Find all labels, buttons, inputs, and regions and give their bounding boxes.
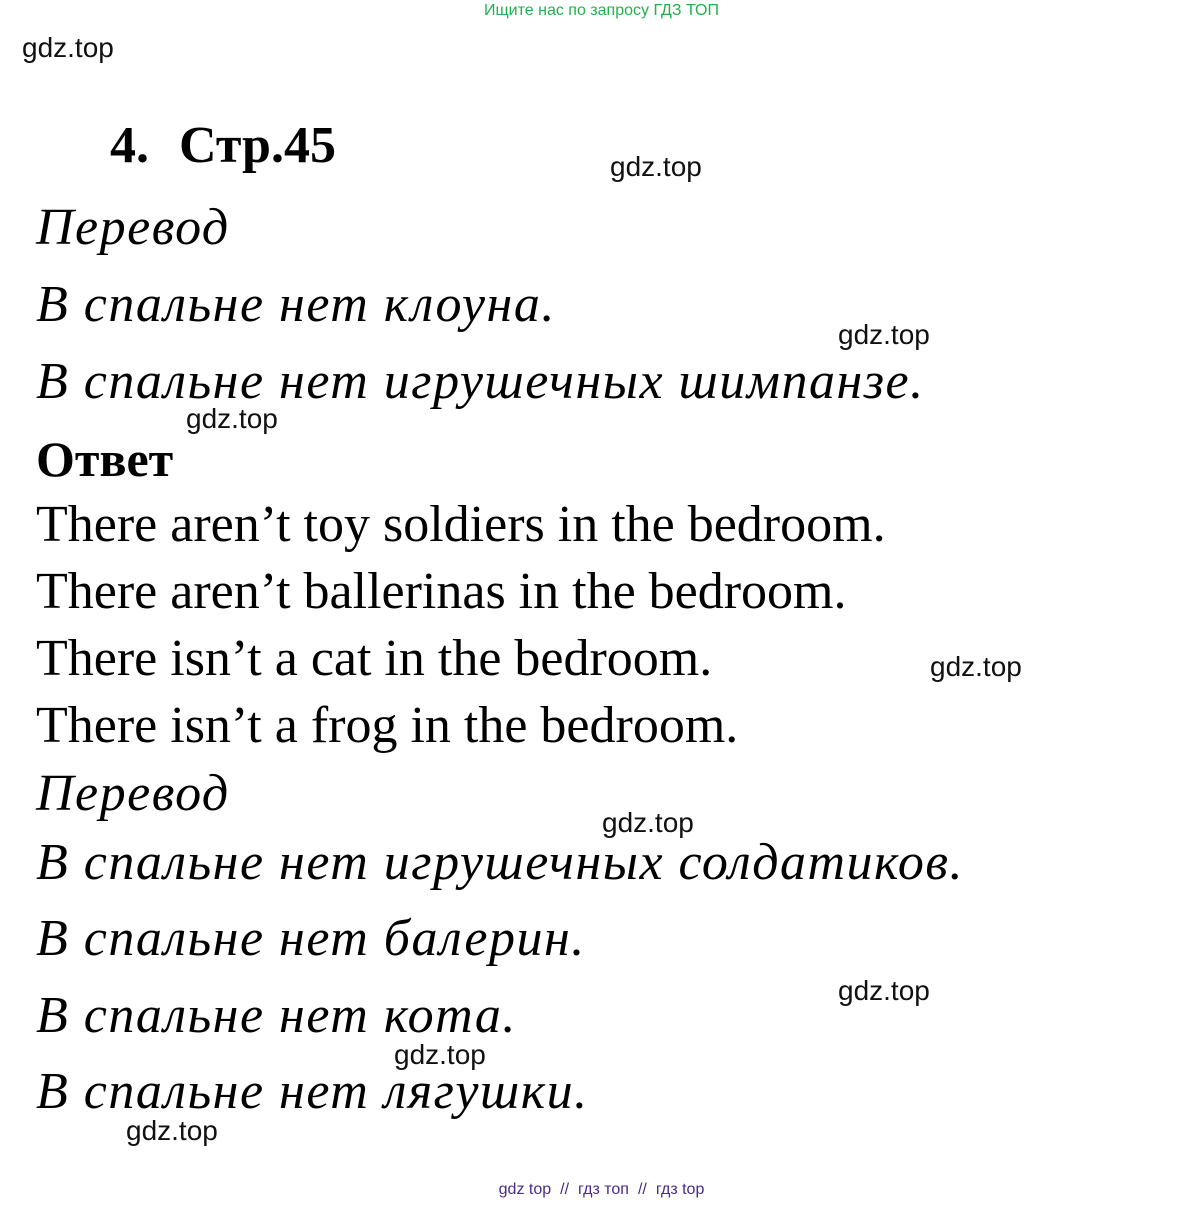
exercise-heading xyxy=(110,117,336,174)
translation-label: Перевод xyxy=(36,765,230,822)
watermark: gdz.top xyxy=(22,32,114,63)
translation-line: В спальне нет лягушки. xyxy=(36,1063,589,1120)
footer-link[interactable]: гдз топ xyxy=(578,1181,629,1198)
answer-line: There aren’t toy soldiers in the bedroom. xyxy=(36,496,886,553)
watermark: gdz.top xyxy=(126,1115,218,1146)
watermark: gdz.top xyxy=(394,1039,486,1070)
page-reference: Стр.45 xyxy=(179,117,336,174)
answer-label: Ответ xyxy=(36,431,174,487)
translation-line: В спальне нет игрушечных солдатиков. xyxy=(36,834,964,891)
footer-links xyxy=(0,1181,1203,1199)
watermark: gdz.top xyxy=(186,403,278,434)
watermark: gdz.top xyxy=(930,651,1022,682)
exercise-number: 4. xyxy=(110,117,149,174)
search-banner: Ищите нас по запросу ГДЗ ТОП xyxy=(484,2,719,19)
answer-line: There isn’t a cat in the bedroom. xyxy=(36,630,713,687)
watermark: gdz.top xyxy=(602,807,694,838)
translation-line: В спальне нет клоуна. xyxy=(36,276,556,333)
footer-separator: // xyxy=(560,1181,570,1198)
footer-link[interactable]: gdz top xyxy=(498,1181,552,1198)
answer-line: There aren’t ballerinas in the bedroom. xyxy=(36,563,847,620)
translation-line: В спальне нет балерин. xyxy=(36,910,586,967)
footer-separator: // xyxy=(637,1181,647,1198)
translation-label: Перевод xyxy=(36,199,230,256)
answer-line: There isn’t a frog in the bedroom. xyxy=(36,697,739,754)
footer-link[interactable]: гдз top xyxy=(655,1181,705,1198)
translation-line: В спальне нет кота. xyxy=(36,987,517,1044)
watermark: gdz.top xyxy=(610,151,702,182)
translation-line: В спальне нет игрушечных шимпанзе. xyxy=(36,353,925,410)
watermark: gdz.top xyxy=(838,975,930,1006)
watermark: gdz.top xyxy=(838,319,930,350)
